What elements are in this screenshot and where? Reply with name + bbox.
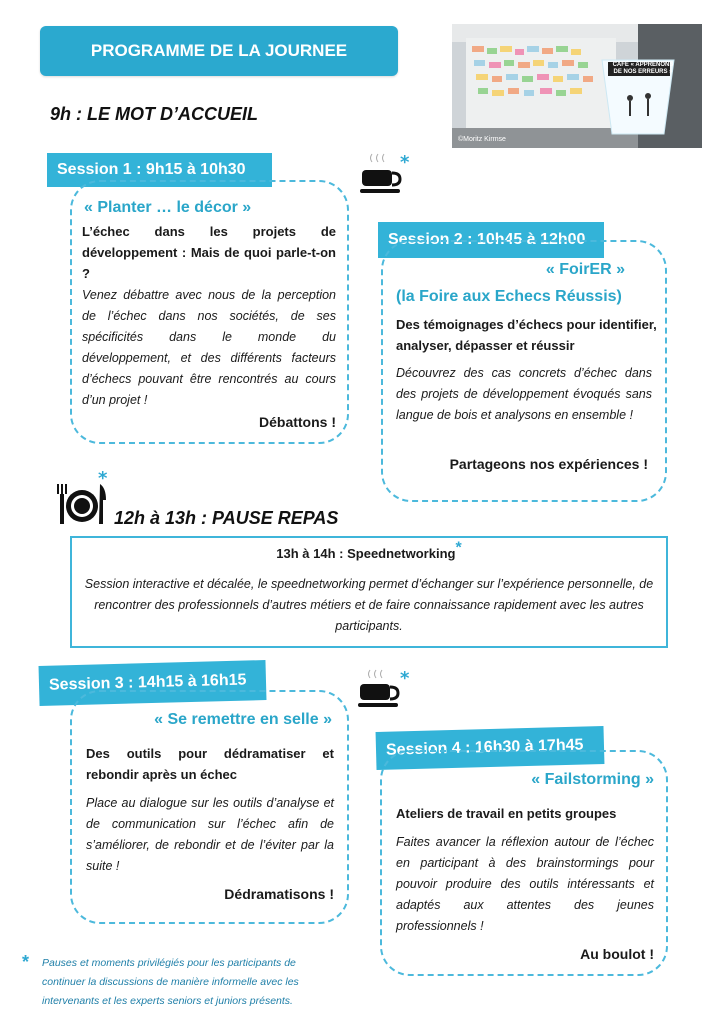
lunch-heading: 12h à 13h : PAUSE REPAS: [114, 508, 339, 528]
svg-text:*: *: [400, 668, 410, 689]
coffee-cup-icon: [358, 152, 414, 198]
session4-description: Faites avancer la réflexion autour de l’échec en participant à des brainstormings pour pouvoir produire des outils intéressants et adaptés aux attentes des jeunes professionnels !: [396, 835, 654, 933]
cafe-sign-line2: DE NOS ERREURS »: [613, 69, 673, 75]
cafe-photo: [452, 24, 702, 148]
session2-time: Session 2 : 10h45 à 12h00: [388, 231, 586, 248]
speednetworking-box: [70, 536, 668, 648]
svg-text:*: *: [400, 152, 410, 173]
session1-description: Venez débattre avec nous de la perception de l’échec dans nos sociétés, de ses spécificités dans le monde du développement, et des différents facteurs d’échecs pouvant être rencontrés au cours d’un projet !: [82, 288, 336, 407]
footnote-asterisk-icon: *: [22, 952, 30, 972]
session3-title: « Se remettre en selle »: [154, 711, 332, 728]
speednetworking-title: 13h à 14h : Speednetworking: [276, 546, 456, 561]
session4-closer: Au boulot !: [580, 946, 654, 962]
session2-description: Découvrez des cas concrets d’échec dans des projets de développement évoqués sans langue de bois et analysons en ensemble !: [396, 366, 652, 422]
coffee-cup-icon: [356, 668, 414, 714]
cafe-sign-line1: CAFÉ « APPRENONS: [612, 62, 674, 68]
program-title: PROGRAMME DE LA JOURNEE: [90, 41, 348, 60]
session3-description: Place au dialogue sur les outils d’analyse et de communication sur l’échec afin de s’améliorer, de rebondir et de l’éviter par la suite !: [86, 796, 334, 873]
session2-subtitle: (la Foire aux Echecs Réussis): [396, 288, 622, 305]
session3-time: Session 3 : 14h15 à 16h15: [48, 671, 247, 694]
session1-question: L’échec dans les projets de développement : Mais de quoi parle-t-on ?: [82, 224, 336, 281]
session1-closer: Débattons !: [259, 414, 336, 430]
svg-text:*: *: [98, 470, 108, 489]
session3-closer: Dédramatisons !: [224, 886, 334, 902]
program-title-banner: [40, 26, 398, 76]
cafe-sign: [612, 62, 674, 76]
welcome-heading: 9h : LE MOT D’ACCUEIL: [50, 104, 258, 124]
session1-title: « Planter … le décor »: [84, 199, 252, 216]
session2-headline: Des témoignages d’échecs pour identifier, analyser, dépasser et réussir: [396, 317, 657, 353]
speednetworking-description: Session interactive et décalée, le speednetworking permet d’échanger sur l’expérience personnelle, de rencontrer des professionnels d’autres métiers et de faire connaissance rapidement avec les autres participants.: [84, 577, 654, 633]
footnote-text: Pauses et moments privilégiés pour les participants de continuer la discussions de manière informelle avec les intervenants et les experts seniors et juniors présents.: [42, 957, 299, 1007]
plate-fork-knife-icon: [52, 470, 114, 528]
session4-headline: Ateliers de travail en petits groupes: [396, 806, 617, 821]
speednetworking-title-row: [72, 539, 666, 561]
session2-closer: Partageons nos expériences !: [449, 456, 648, 472]
asterisk-icon: *: [455, 539, 462, 557]
session1-time: Session 1 : 9h15 à 10h30: [57, 161, 246, 178]
cafe-photo-illustration: [452, 24, 702, 148]
session4-time: Session 4 : 16h30 à 17h45: [385, 736, 584, 759]
session3-headline: Des outils pour dédramatiser et rebondir après un échec: [86, 746, 334, 782]
photo-credit: ©Moritz Kirmse: [458, 136, 506, 143]
session4-title: « Failstorming »: [531, 771, 654, 788]
session2-title: « FoirER »: [545, 261, 625, 278]
